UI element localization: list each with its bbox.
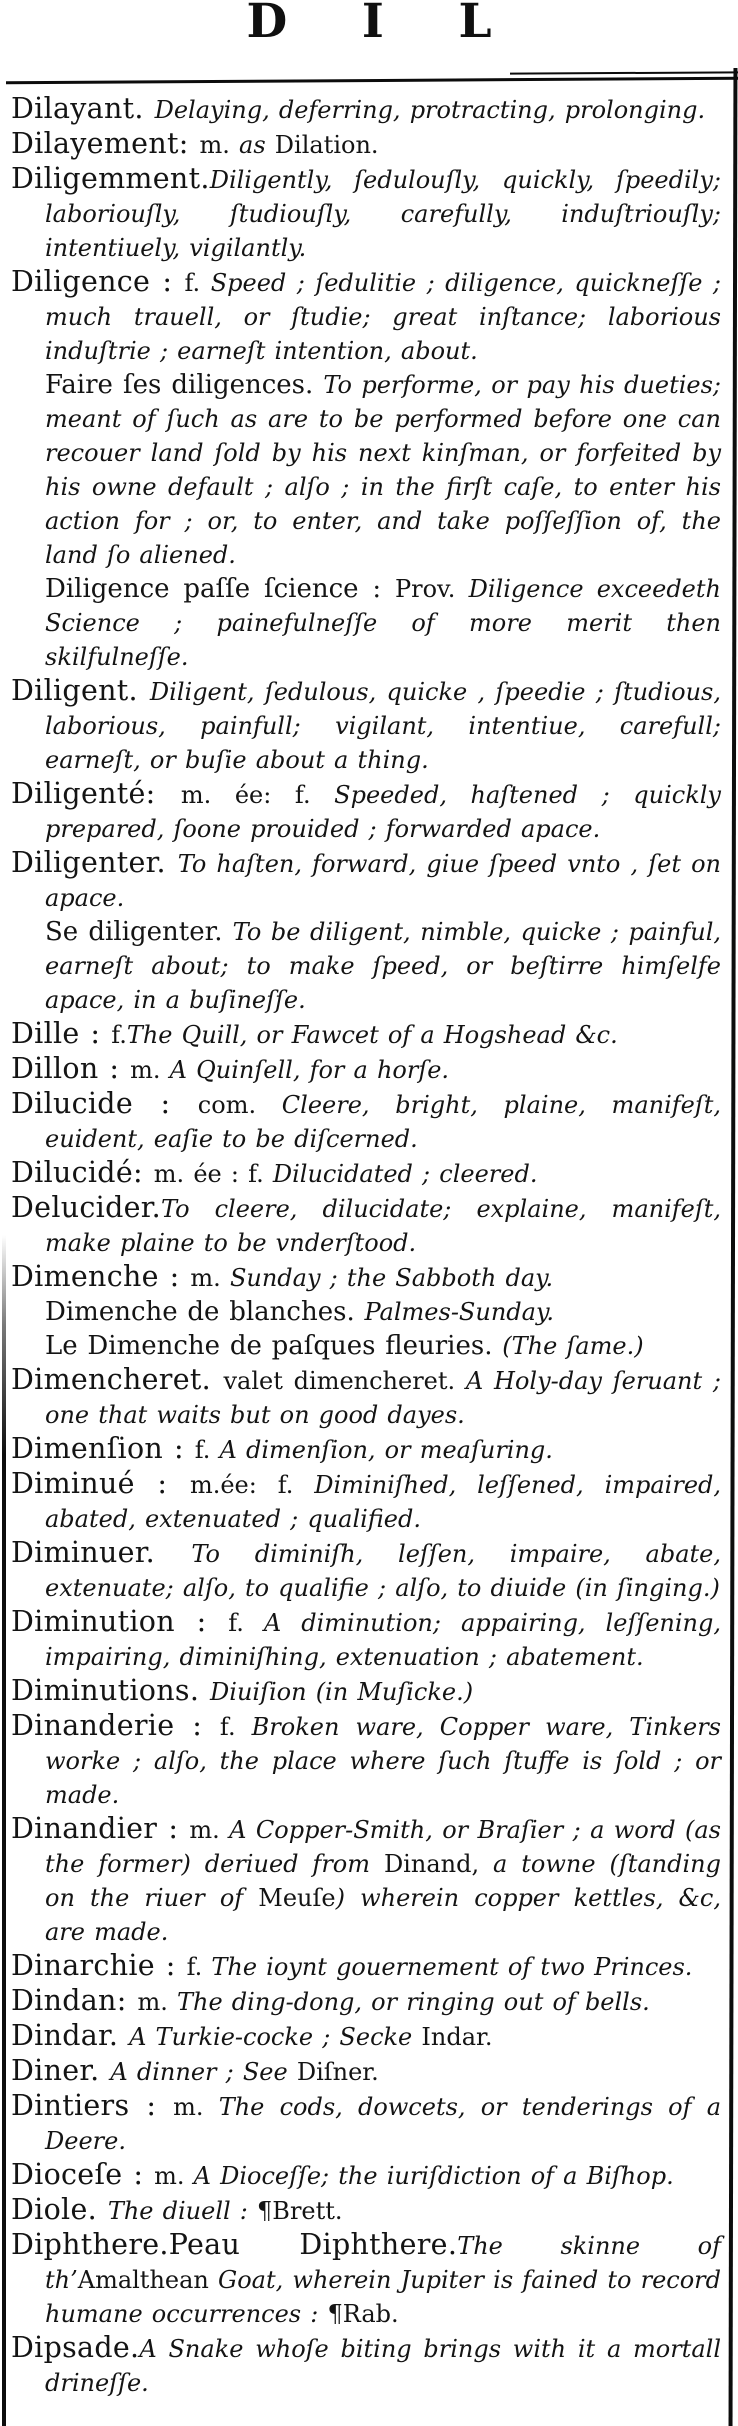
entry-segment: f. bbox=[186, 1953, 212, 1981]
dictionary-entry-diligence bbox=[7, 265, 721, 368]
top-rule-second-stroke bbox=[510, 71, 738, 74]
dictionary-entry-diocese bbox=[7, 2158, 721, 2193]
entry-segment: A Snake whoſe biting brings with it a mortall drineſſe. bbox=[45, 2335, 721, 2397]
entry-segment: Dilucidated ; cleered. bbox=[272, 1160, 538, 1188]
entry-segment: To cleere, dilucidate; explaine, manifeſt, make plaine to be vnderſtood. bbox=[45, 1195, 721, 1257]
entry-segment: The ding-dong, or ringing out of bells. bbox=[177, 1988, 650, 2016]
entry-segment: Amalthean bbox=[77, 2266, 219, 2294]
entry-segment: m. bbox=[130, 1056, 170, 1084]
entry-segment: Diminué : bbox=[11, 1467, 190, 1500]
entry-segment: valet dimencheret. bbox=[223, 1367, 466, 1395]
entry-segment: f. bbox=[194, 1436, 220, 1464]
entry-segment: Dintiers : bbox=[11, 2089, 174, 2122]
dictionary-entry-diligent bbox=[7, 674, 721, 777]
entry-segment: Diminuer. bbox=[11, 1536, 192, 1569]
entry-segment: Cleere, bright, plaine, manifeſt, euident, eaſie to be diſcerned. bbox=[45, 1091, 721, 1153]
entry-segment: Diligenter. bbox=[11, 846, 178, 879]
dictionary-entry-dillon bbox=[7, 1052, 721, 1087]
entry-segment: m.ée: f. bbox=[189, 1471, 315, 1499]
entry-segment: Diligently, ſedulouſly, quickly, ſpeedily; laboriouſly, ſtudiouſly, carefully, induſtriouſly; intentiuely, vigilantly. bbox=[45, 166, 721, 262]
entry-segment: Speed ; ſedulitie ; diligence, quickneſſe ; much trauell, or ſtudie; great inſtance; laborious induſtrie ; earneſt intention, about. bbox=[45, 269, 722, 365]
dictionary-entry-diminuer bbox=[7, 1536, 721, 1605]
entry-segment: Le Dimenche de paſques fleuries. bbox=[45, 1331, 503, 1361]
dictionary-entry-dinanderie bbox=[7, 1709, 721, 1812]
entry-segment: To haſten, forward, giue ſpeed vnto , ſet on apace. bbox=[45, 850, 721, 912]
dictionary-entry-diminutions bbox=[7, 1674, 721, 1709]
entry-segment: Diminution : bbox=[11, 1605, 229, 1638]
entry-segment: as bbox=[239, 131, 275, 159]
entry-segment: To diminiſh, leſſen, impaire, abate, extenuate; alſo, to qualifie ; alſo, to diuide (in ſinging.) bbox=[45, 1540, 721, 1602]
entry-segment: f. bbox=[219, 1713, 252, 1741]
entry-segment: m. bbox=[154, 2162, 194, 2190]
entry-segment: Dinarchie : bbox=[11, 1949, 187, 1982]
entry-segment: Dilayement: bbox=[11, 127, 200, 160]
entry-segment: Delaying, deferring, protracting, prolonging. bbox=[154, 96, 706, 124]
dictionary-entry-diminution bbox=[7, 1605, 721, 1674]
dictionary-entry-se-diligenter bbox=[7, 915, 721, 1017]
entry-segment: ) wherein copper kettles, &c, are made. bbox=[45, 1884, 721, 1946]
entry-segment: m. ée: f. bbox=[180, 781, 335, 809]
entry-segment: Diligenté: bbox=[11, 777, 181, 810]
dictionary-entry-diner bbox=[7, 2054, 721, 2089]
entry-segment: Dilucidé: bbox=[11, 1156, 154, 1189]
entry-segment: Dinandier : bbox=[11, 1812, 190, 1845]
dictionary-entry-dille bbox=[7, 1017, 721, 1052]
entry-segment: To be diligent, nimble, quicke ; painful, earneſt about; to make ſpeed, or beſtirre himſelfe apace, in a buſineſſe. bbox=[45, 918, 721, 1014]
entry-segment: m. bbox=[199, 131, 240, 159]
entry-segment: Diſner. bbox=[296, 2058, 379, 2086]
dictionary-entry-diminue bbox=[7, 1467, 721, 1536]
entry-segment: ¶Brett. bbox=[257, 2197, 343, 2225]
entry-segment: To performe, or pay his dueties; meant of ſuch as are to be performed before one can recouer land ſold by his next kinſman, or forfeited by his owne default ; alſo ; in the firſt caſe, to enter his action for ; or, to enter, and take poſſeſſion of, the land ſo aliened. bbox=[45, 371, 721, 569]
entry-segment: m. bbox=[173, 2093, 219, 2121]
entry-segment: Diligent, ſedulous, quicke , ſpeedie ; ſtudious, laborious, painfull; vigilant, intentiue, carefull; earneſt, or buſie about a thing. bbox=[45, 678, 721, 774]
entry-segment: f. bbox=[111, 1021, 127, 1049]
dictionary-entry-diligence-passe-science bbox=[7, 572, 721, 674]
entry-segment: Dindar. bbox=[11, 2019, 130, 2052]
entry-segment: Speeded, haſtened ; quickly prepared, ſoone prouided ; forwarded apace. bbox=[45, 781, 721, 843]
entry-segment: m. bbox=[189, 1816, 230, 1844]
dictionary-entry-dimenche-pasques bbox=[7, 1329, 721, 1363]
entry-segment: Diner. bbox=[11, 2054, 111, 2087]
entry-segment: Dinanderie : bbox=[11, 1709, 220, 1742]
dictionary-entry-diole bbox=[7, 2193, 721, 2228]
entry-segment: The skinne of th’ bbox=[45, 2232, 721, 2294]
entry-segment: Meuſe bbox=[258, 1884, 336, 1912]
entry-segment: Se diligenter. bbox=[45, 917, 233, 947]
entry-segment: The ioynt gouernement of two Princes. bbox=[211, 1953, 693, 1981]
dictionary-entry-dimenche bbox=[7, 1260, 721, 1295]
entry-segment: Diole. bbox=[11, 2193, 108, 2226]
dictionary-entry-dilucide bbox=[7, 1087, 721, 1156]
entry-segment: Faire ſes diligences. bbox=[45, 370, 324, 400]
entry-segment: Dilayant. bbox=[11, 92, 155, 125]
dictionary-entry-delucider bbox=[7, 1191, 721, 1260]
entry-segment: A Copper-Smith, or Braſier ; a word (as the former) deriued from bbox=[45, 1816, 722, 1878]
entry-segment: A Dioceſſe; the iuriſdiction of a Biſhop. bbox=[193, 2162, 674, 2190]
dictionary-entry-dindan bbox=[7, 1984, 721, 2019]
entry-segment: Diminiſhed, leſſened, impaired, abated, extenuated ; qualified. bbox=[45, 1471, 722, 1533]
entry-segment: f. bbox=[184, 269, 211, 297]
entry-segment: com. bbox=[197, 1091, 282, 1119]
entry-segment: A Turkie-cocke ; Secke bbox=[129, 2023, 422, 2051]
entry-segment: The diuell : bbox=[107, 2197, 258, 2225]
dictionary-entry-dindar bbox=[7, 2019, 721, 2054]
entry-segment: Diligemment. bbox=[11, 162, 210, 195]
dictionary-entry-diligenter bbox=[7, 846, 721, 915]
entry-segment: m. bbox=[190, 1264, 230, 1292]
dictionary-entry-dinarchie bbox=[7, 1949, 721, 1984]
entry-segment: Dinand, bbox=[383, 1850, 494, 1878]
entry-segment: Delucider. bbox=[11, 1191, 161, 1224]
entry-segment: Diphthere. bbox=[11, 2228, 169, 2261]
entry-segment: Dipsade. bbox=[11, 2331, 140, 2364]
left-margin-rule bbox=[2, 1235, 6, 2426]
dictionary-entry-dimenche-de-blanches bbox=[7, 1295, 721, 1329]
entry-segment: Dillon : bbox=[11, 1052, 131, 1085]
running-head: D I L bbox=[246, 0, 521, 49]
dictionary-entry-diligemment bbox=[7, 162, 721, 265]
dictionary-entry-dilucide-pp bbox=[7, 1156, 721, 1191]
dictionary-entry-dilayant bbox=[7, 92, 721, 127]
dictionary-entry-diligente bbox=[7, 777, 721, 846]
entry-segment: Dilation. bbox=[274, 131, 379, 159]
dictionary-entry-dimension bbox=[7, 1432, 721, 1467]
entry-segment: A dinner ; See bbox=[110, 2058, 297, 2086]
entry-segment: Dioceſe : bbox=[11, 2158, 155, 2191]
entry-segment: Dilucide : bbox=[11, 1087, 198, 1120]
entry-segment: f. bbox=[228, 1609, 264, 1637]
dictionary-entry-faire-ses-diligences bbox=[7, 368, 721, 572]
entry-segment: Dimencheret. bbox=[11, 1363, 224, 1396]
dictionary-entry-dinandier bbox=[7, 1812, 721, 1949]
entry-segment: The cods, dowcets, or tenderings of a Deere. bbox=[45, 2093, 722, 2155]
entry-segment: (The ſame.) bbox=[502, 1332, 644, 1360]
entry-segment: Dindan: bbox=[11, 1984, 138, 2017]
entry-segment: Palmes-Sunday. bbox=[364, 1298, 554, 1326]
entry-segment: Broken ware, Copper ware, Tinkers worke ; alſo, the place where ſuch ſtuffe is ſold ; or made. bbox=[45, 1713, 721, 1809]
entry-segment: m. bbox=[137, 1988, 177, 2016]
entry-segment: Peau Diphthere. bbox=[168, 2228, 458, 2261]
entry-segment: Indar. bbox=[421, 2023, 493, 2051]
dictionary-entry-dimencheret bbox=[7, 1363, 721, 1432]
entry-segment: Diligence paſſe ſcience : bbox=[45, 574, 395, 604]
entry-segment: Diligent. bbox=[11, 674, 150, 707]
entry-segment: Diminutions. bbox=[11, 1674, 211, 1707]
entry-segment: a towne (ſtanding on the riuer of bbox=[45, 1850, 721, 1912]
entry-segment: m. ée : f. bbox=[153, 1160, 273, 1188]
entry-segment: ¶Rab. bbox=[327, 2300, 399, 2328]
entry-segment: Diligence : bbox=[11, 265, 185, 298]
entry-segment: A diminution; appairing, leſſening, impairing, diminiſhing, extenuation ; abatement. bbox=[45, 1609, 721, 1671]
entry-segment: Prov. bbox=[394, 575, 469, 603]
entry-segment: The Quill, or Fawcet of a Hogshead &c. bbox=[126, 1021, 618, 1049]
entry-segment: A Holy-day ſeruant ; one that waits but on good dayes. bbox=[45, 1367, 722, 1429]
entry-segment: A Quinſell, for a horſe. bbox=[169, 1056, 450, 1084]
dictionary-entry-dipsade bbox=[7, 2331, 721, 2400]
entry-segment: Dimenche : bbox=[11, 1260, 191, 1293]
dictionary-entry-dintiers bbox=[7, 2089, 721, 2158]
entry-segment: Goat, wherein Jupiter is fained to record humane occurrences : bbox=[45, 2266, 721, 2328]
entry-segment: Diuiſion (in Muſicke.) bbox=[210, 1678, 474, 1706]
entry-segment: Diligence exceedeth Science ; painefulneſſe of more merit then skilfulneſſe. bbox=[45, 575, 721, 671]
entry-segment: Dimenche de blanches. bbox=[45, 1297, 365, 1327]
entry-segment: Dimenſion : bbox=[11, 1432, 195, 1465]
entry-segment: Sunday ; the Sabboth day. bbox=[229, 1264, 554, 1292]
right-column-rule bbox=[729, 68, 738, 2426]
entry-segment: Dille : bbox=[11, 1017, 112, 1050]
top-rule bbox=[6, 77, 738, 84]
entry-segment: A dimenſion, or meaſuring. bbox=[219, 1436, 553, 1464]
dictionary-entry-diphthere bbox=[7, 2228, 721, 2331]
dictionary-entry-dilayement bbox=[7, 127, 721, 162]
entries bbox=[7, 92, 721, 2400]
